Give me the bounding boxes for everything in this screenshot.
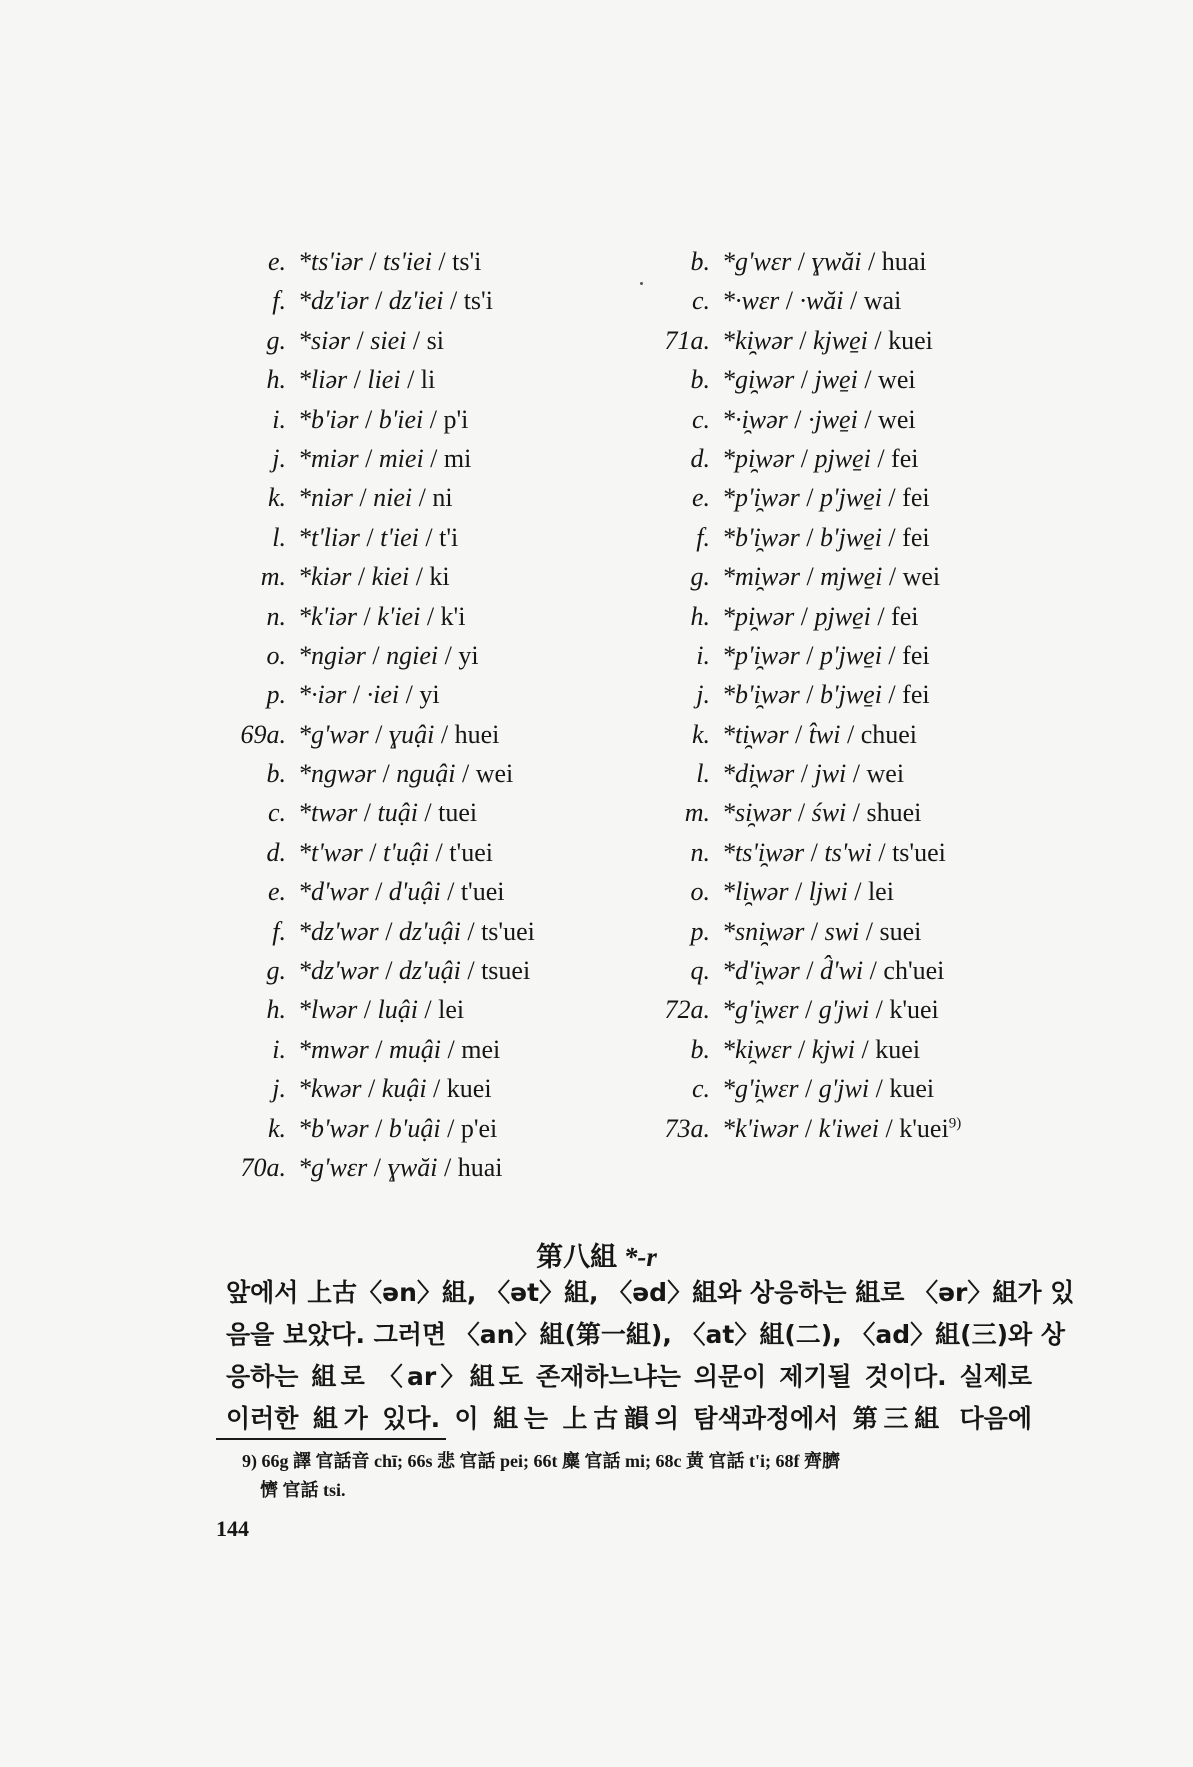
archaic-reading: *g'wɛr <box>298 1152 368 1182</box>
ancient-reading: g'jwi <box>818 1074 870 1104</box>
entry-label: j. <box>272 1074 286 1104</box>
mandarin-reading: tsuei <box>481 956 531 986</box>
entry-readings: *sni̯wər / swi / suei <box>722 916 922 946</box>
entry-row <box>226 754 596 793</box>
mandarin-reading: fei <box>902 522 930 552</box>
entry-row <box>226 1109 596 1148</box>
entry-label: f. <box>696 522 710 552</box>
archaic-reading: *mi̯wər <box>722 562 800 592</box>
mandarin-reading: ts'i <box>452 247 482 276</box>
entry-readings: *miər / miei / mi <box>298 443 472 473</box>
right-entry-column <box>650 242 1050 1148</box>
mandarin-reading: ch'uei <box>883 956 945 986</box>
archaic-reading: *kiər <box>298 562 352 592</box>
ancient-reading: t'iei <box>380 522 419 552</box>
archaic-reading: *b'i̯wər <box>722 522 800 552</box>
entry-readings: *li̯wər / ljwi / lei <box>722 877 894 907</box>
archaic-reading: *d'i̯wər <box>722 956 800 986</box>
entry-label: m. <box>684 798 710 828</box>
mandarin-reading: t'uei <box>449 837 493 867</box>
archaic-reading: *ts'iər <box>298 247 363 276</box>
entry-label: c. <box>267 798 286 828</box>
archaic-reading: *mwər <box>298 1034 369 1064</box>
entry-row <box>650 833 1050 872</box>
entry-row <box>650 636 1050 675</box>
entry-readings: *g'i̯wɛr / g'jwi / kuei <box>722 1074 935 1104</box>
archaic-reading: *b'wər <box>298 1113 369 1143</box>
ancient-reading: swi <box>824 916 860 946</box>
entry-readings: *g'wər / ɣuậi / huei <box>298 719 500 749</box>
archaic-reading: *t'wər <box>298 837 363 867</box>
archaic-reading: *b'iər <box>298 404 359 434</box>
archaic-reading: *·iər <box>298 680 347 710</box>
entry-readings: *pi̯wər / pjwe̱i / fei <box>722 601 919 631</box>
entry-row <box>226 912 596 951</box>
entry-readings: *k'iər / k'iei / k'i <box>298 601 466 631</box>
entry-row <box>650 793 1050 832</box>
archaic-reading: *ngiər <box>298 640 366 670</box>
archaic-reading: *t'liər <box>298 522 360 552</box>
mandarin-reading: yi <box>419 680 440 710</box>
archaic-reading: *dz'wər <box>298 956 379 986</box>
entry-label: e. <box>267 877 286 907</box>
mandarin-reading: chuei <box>860 719 918 749</box>
mandarin-reading: ts'uei <box>481 916 535 946</box>
entry-readings: *t'liər / t'iei / t'i <box>298 522 459 552</box>
archaic-reading: *·i̯wər <box>722 404 788 434</box>
entry-row <box>650 400 1050 439</box>
entry-readings: *kiər / kiei / ki <box>298 562 450 592</box>
archaic-reading: *di̯wər <box>722 759 795 789</box>
archaic-reading: *k'iər <box>298 601 357 631</box>
archaic-reading: *p'i̯wər <box>722 483 800 513</box>
mandarin-reading: fei <box>891 443 919 473</box>
entry-readings: *ts'iər / ts'iei / ts'i <box>298 247 482 276</box>
mandarin-reading: yi <box>458 640 479 670</box>
entry-row <box>650 242 1050 281</box>
entry-row <box>650 872 1050 911</box>
archaic-reading: *g'i̯wɛr <box>722 995 799 1025</box>
mandarin-reading: huei <box>454 719 500 749</box>
entry-row <box>226 478 596 517</box>
entry-label: 69a. <box>240 719 286 749</box>
entry-row <box>650 754 1050 793</box>
entry-readings: *dz'wər / dz'uậi / ts'uei <box>298 916 535 946</box>
ancient-reading: mjwe̱i <box>820 562 883 592</box>
archaic-reading: *si̯wər <box>722 798 792 828</box>
entry-readings: *twər / tuậi / tuei <box>298 798 478 828</box>
entry-readings: *b'wər / b'uậi / p'ei <box>298 1113 498 1143</box>
mandarin-reading: kuei <box>889 1074 935 1104</box>
ancient-reading: b'uậi <box>388 1113 441 1143</box>
ancient-reading: g'jwi <box>818 995 870 1025</box>
ancient-reading: p'jwe̱i <box>820 483 882 513</box>
body-line: 앞에서 上古〈ən〉組, 〈ət〉組, 〈əd〉組와 상응하는 組로 〈ər〉組가 있 <box>226 1278 1075 1307</box>
ancient-reading: ɣuậi <box>388 719 435 749</box>
entry-readings: *ki̯wər / kjwe̱i / kuei <box>722 325 933 355</box>
entry-row <box>650 990 1050 1029</box>
entry-readings: *b'i̯wər / b'jwe̱i / fei <box>722 680 930 710</box>
entry-row <box>226 1148 596 1187</box>
mandarin-reading: fei <box>902 640 930 670</box>
entry-readings: *ts'i̯wər / ts'wi / ts'uei <box>722 837 946 867</box>
mandarin-reading: t'uei <box>460 877 505 907</box>
ancient-reading: t̂wi <box>808 719 841 749</box>
archaic-reading: *g'i̯wɛr <box>722 1074 799 1104</box>
ancient-reading: kjwi <box>811 1034 856 1064</box>
entry-label: b. <box>266 759 286 789</box>
entry-row <box>650 715 1050 754</box>
archaic-reading: *ngwər <box>298 759 376 789</box>
ancient-reading: b'jwe̱i <box>820 680 882 710</box>
ancient-reading: jwi <box>814 759 847 789</box>
entry-row <box>226 715 596 754</box>
mandarin-reading: wei <box>475 759 514 789</box>
entry-label: i. <box>696 640 710 670</box>
archaic-reading: *dz'wər <box>298 916 379 946</box>
archaic-reading: *·wɛr <box>722 286 780 316</box>
entry-label: h. <box>266 995 286 1025</box>
entry-label: b. <box>690 1034 710 1064</box>
archaic-reading: *d'wər <box>298 877 369 907</box>
entry-label: o. <box>690 877 710 907</box>
archaic-reading: *b'i̯wər <box>722 680 800 710</box>
entry-label: e. <box>691 483 710 513</box>
mandarin-reading: lei <box>438 995 465 1025</box>
ancient-reading: dz'uậi <box>398 956 461 986</box>
ancient-reading: ts'wi <box>824 837 872 867</box>
archaic-reading: *pi̯wər <box>722 601 795 631</box>
ancient-reading: k'iei <box>377 601 421 631</box>
entry-label: b. <box>690 365 710 395</box>
ancient-reading: ·wăi <box>799 286 844 316</box>
mandarin-reading: lei <box>867 877 894 907</box>
mandarin-reading: si <box>426 325 444 355</box>
entry-label: g. <box>266 325 286 355</box>
mandarin-reading: mi <box>443 443 472 473</box>
entry-readings: *ngwər / nguậi / wei <box>298 759 514 789</box>
print-speck <box>640 282 643 285</box>
ancient-reading: kuậi <box>381 1074 427 1104</box>
footnote-line: 懠 官話 tsi. <box>260 1480 346 1500</box>
ancient-reading: ɣwăi <box>387 1152 438 1182</box>
archaic-reading: *k'iwər <box>722 1113 799 1143</box>
entry-row <box>226 242 596 281</box>
ancient-reading: ngiei <box>386 640 439 670</box>
section-title-latin: *-r <box>623 1242 657 1272</box>
entry-readings: *ti̯wər / t̂wi / chuei <box>722 719 918 749</box>
ancient-reading: siei <box>370 325 407 355</box>
entry-label: c. <box>691 1074 710 1104</box>
archaic-reading: *sni̯wər <box>722 916 805 946</box>
entry-readings: *dz'wər / dz'uậi / tsuei <box>298 956 531 986</box>
entry-label: h. <box>266 365 286 395</box>
ancient-reading: ·iei <box>366 680 400 710</box>
mandarin-reading: huai <box>881 247 927 276</box>
section-heading <box>0 1235 1193 1274</box>
entry-label: d. <box>690 443 710 473</box>
ancient-reading: p'jwe̱i <box>820 640 882 670</box>
entry-row <box>226 597 596 636</box>
entry-readings: *kwər / kuậi / kuei <box>298 1074 492 1104</box>
entry-label: n. <box>690 837 710 867</box>
archaic-reading: *niər <box>298 483 353 513</box>
entry-label: n. <box>266 601 286 631</box>
entry-label: l. <box>272 522 286 552</box>
archaic-reading: *siər <box>298 325 350 355</box>
ancient-reading: d̂'wi <box>820 956 864 986</box>
mandarin-reading: mei <box>461 1034 501 1064</box>
entry-label: d. <box>266 837 286 867</box>
mandarin-reading: ts'i <box>463 286 493 316</box>
entry-readings: *liər / liei / li <box>298 365 436 395</box>
entry-readings: *·i̯wər / ·jwe̱i / wei <box>722 404 916 434</box>
mandarin-reading: kuei <box>875 1034 921 1064</box>
entry-readings: *k'iwər / k'iwei / k'uei$^{9)}$ <box>722 1113 962 1143</box>
entry-readings: *mi̯wər / mjwe̱i / wei <box>722 562 941 592</box>
mandarin-reading: wei <box>902 562 941 592</box>
ancient-reading: ·jwe̱i <box>807 404 858 434</box>
entry-label: k. <box>691 719 710 749</box>
body-line: 이러한 組가 있다. 이 組는 上古韻의 탐색과정에서 第三組 다음에 <box>226 1404 1032 1433</box>
entry-row <box>650 1030 1050 1069</box>
mandarin-reading: wei <box>878 365 916 395</box>
entry-label: 73a. <box>664 1113 710 1143</box>
archaic-reading: *g'wər <box>298 719 369 749</box>
entry-readings: *g'wɛr / ɣwăi / huai <box>298 1152 503 1182</box>
footnote-divider <box>216 1438 446 1440</box>
entry-row <box>226 793 596 832</box>
footnote-line: 9) 66g 譯 官話音 chī; 66s 悲 官話 pei; 66t 麋 官話 mi; 68c 黄 官話 t'i; 68f 齊臍 <box>242 1451 840 1471</box>
ancient-reading: miei <box>378 443 424 473</box>
ancient-reading: nguậi <box>396 759 456 789</box>
entry-row <box>226 439 596 478</box>
archaic-reading: *twər <box>298 798 358 828</box>
mandarin-reading: ni <box>432 483 453 513</box>
entry-readings: *si̯wər / świ / shuei <box>722 798 922 828</box>
ancient-reading: muậi <box>389 1034 442 1064</box>
footnote-marker: 9) <box>948 1114 962 1131</box>
entry-readings: *mwər / muậi / mei <box>298 1034 501 1064</box>
archaic-reading: *li̯wər <box>722 877 789 907</box>
mandarin-reading: wei <box>866 759 905 789</box>
mandarin-reading: kuei <box>446 1074 492 1104</box>
section-title-cjk: 第八組 <box>536 1242 618 1272</box>
mandarin-reading: fei <box>891 601 919 631</box>
entry-label: h. <box>690 601 710 631</box>
mandarin-reading: fei <box>902 483 930 513</box>
archaic-reading: *ts'i̯wər <box>722 837 805 867</box>
entry-row <box>226 675 596 714</box>
entry-row <box>226 872 596 911</box>
ancient-reading: ts'iei <box>383 247 432 276</box>
entry-readings: *di̯wər / jwi / wei <box>722 759 905 789</box>
entry-readings: *p'i̯wər / p'jwe̱i / fei <box>722 483 930 513</box>
mandarin-reading: wei <box>878 404 916 434</box>
archaic-reading: *ki̯wər <box>722 325 793 355</box>
entry-readings: *dz'iər / dz'iei / ts'i <box>298 286 493 316</box>
entry-label: m. <box>260 562 286 592</box>
archaic-reading: *liər <box>298 365 348 395</box>
entry-label: k. <box>267 483 286 513</box>
entry-label: j. <box>272 443 286 473</box>
mandarin-reading: fei <box>902 680 930 710</box>
entry-label: i. <box>272 404 286 434</box>
mandarin-reading: shuei <box>866 798 922 828</box>
entry-row <box>226 281 596 320</box>
entry-row <box>650 1109 1050 1148</box>
entry-readings: *d'i̯wər / d̂'wi / ch'uei <box>722 956 945 986</box>
entry-label: 72a. <box>664 995 710 1025</box>
entry-row <box>650 597 1050 636</box>
entry-row <box>650 281 1050 320</box>
entry-row <box>226 636 596 675</box>
entry-readings: *d'wər / d'uậi / t'uei <box>298 877 505 907</box>
ancient-reading: kiei <box>371 562 410 592</box>
entry-readings: *ki̯wɛr / kjwi / kuei <box>722 1034 921 1064</box>
entry-label: c. <box>691 404 710 434</box>
entry-row <box>650 951 1050 990</box>
entry-label: q. <box>690 956 710 986</box>
entry-readings: *ngiər / ngiei / yi <box>298 640 479 670</box>
entry-row <box>226 557 596 596</box>
mandarin-reading: k'uei <box>889 995 939 1025</box>
archaic-reading: *p'i̯wər <box>722 640 800 670</box>
entry-label: 71a. <box>664 325 710 355</box>
entry-readings: *·wɛr / ·wăi / wai <box>722 286 902 316</box>
entry-row <box>226 1069 596 1108</box>
mandarin-reading: ki <box>429 562 450 592</box>
ancient-reading: b'jwe̱i <box>820 522 882 552</box>
body-line: 응하는 組로 〈ar〉組도 존재하느냐는 의문이 제기될 것이다. 실제로 <box>226 1362 1032 1391</box>
entry-label: p. <box>690 916 710 946</box>
entry-label: g. <box>690 562 710 592</box>
ancient-reading: tuậi <box>377 798 418 828</box>
entry-row <box>226 360 596 399</box>
entry-row <box>650 439 1050 478</box>
entry-row <box>650 1069 1050 1108</box>
entry-row <box>650 321 1050 360</box>
archaic-reading: *pi̯wər <box>722 443 795 473</box>
ancient-reading: dz'uậi <box>398 916 461 946</box>
entry-label: o. <box>266 640 286 670</box>
ancient-reading: kjwe̱i <box>813 325 868 355</box>
entry-readings: *b'iər / b'iei / p'i <box>298 404 469 434</box>
ancient-reading: ɣwăi <box>811 247 862 276</box>
entry-readings: *lwər / luậi / lei <box>298 995 465 1025</box>
entry-label: c. <box>691 286 710 316</box>
mandarin-reading: suei <box>879 916 922 946</box>
entry-label: p. <box>266 680 286 710</box>
entry-label: b. <box>690 247 710 276</box>
entry-readings: *p'i̯wər / p'jwe̱i / fei <box>722 640 930 670</box>
entry-readings: *niər / niei / ni <box>298 483 453 513</box>
page-number: 144 <box>216 1516 249 1541</box>
ancient-reading: jwe̱i <box>814 365 858 395</box>
mandarin-reading: li <box>420 365 436 395</box>
entry-row <box>226 321 596 360</box>
archaic-reading: *dz'iər <box>298 286 369 316</box>
ancient-reading: k'iwei <box>818 1113 879 1143</box>
archaic-reading: *ki̯wɛr <box>722 1034 792 1064</box>
footnote <box>242 1447 1032 1505</box>
mandarin-reading: tuei <box>438 798 478 828</box>
entry-row <box>650 912 1050 951</box>
mandarin-reading: k'i <box>440 601 466 631</box>
entry-label: g. <box>266 956 286 986</box>
mandarin-reading: k'uei <box>899 1113 949 1143</box>
entry-label: j. <box>696 680 710 710</box>
archaic-reading: *lwər <box>298 995 358 1025</box>
entry-row <box>226 990 596 1029</box>
entry-label: e. <box>267 247 286 276</box>
left-entry-column <box>226 242 596 1187</box>
entry-row <box>650 478 1050 517</box>
ancient-reading: świ <box>811 798 847 828</box>
entry-label: 70a. <box>240 1152 286 1182</box>
entry-row <box>226 1030 596 1069</box>
entry-readings: *b'i̯wər / b'jwe̱i / fei <box>722 522 930 552</box>
mandarin-reading: p'ei <box>460 1113 498 1143</box>
ancient-reading: pjwe̱i <box>814 601 871 631</box>
entry-row <box>650 360 1050 399</box>
entry-label: i. <box>272 1034 286 1064</box>
entry-row <box>650 557 1050 596</box>
entry-label: l. <box>696 759 710 789</box>
entry-readings: *·iər / ·iei / yi <box>298 680 440 710</box>
entry-row <box>650 518 1050 557</box>
mandarin-reading: wai <box>863 286 902 316</box>
entry-readings: *g'wɛr / ɣwăi / huai <box>722 247 927 276</box>
ancient-reading: liei <box>367 365 401 395</box>
entry-readings: *pi̯wər / pjwe̱i / fei <box>722 443 919 473</box>
ancient-reading: luậi <box>377 995 418 1025</box>
ancient-reading: ljwi <box>808 877 848 907</box>
entry-row <box>226 833 596 872</box>
entry-label: k. <box>267 1113 286 1143</box>
archaic-reading: *gi̯wər <box>722 365 795 395</box>
mandarin-reading: ts'uei <box>892 837 946 867</box>
body-paragraph <box>226 1272 1075 1440</box>
entry-row <box>226 951 596 990</box>
entry-label: f. <box>272 286 286 316</box>
ancient-reading: d'uậi <box>388 877 441 907</box>
ancient-reading: pjwe̱i <box>814 443 871 473</box>
entry-row <box>226 518 596 557</box>
ancient-reading: t'uậi <box>383 837 430 867</box>
archaic-reading: *miər <box>298 443 359 473</box>
entry-row <box>226 400 596 439</box>
entry-row <box>650 675 1050 714</box>
archaic-reading: *ti̯wər <box>722 719 789 749</box>
entry-readings: *t'wər / t'uậi / t'uei <box>298 837 493 867</box>
archaic-reading: *kwər <box>298 1074 362 1104</box>
entry-readings: *siər / siei / si <box>298 325 444 355</box>
entry-readings: *gi̯wər / jwe̱i / wei <box>722 365 916 395</box>
body-line: 음을 보았다. 그러면 〈an〉組(第一組), 〈at〉組(二), 〈ad〉組(三)와 상 <box>226 1320 1066 1349</box>
entry-label: f. <box>272 916 286 946</box>
ancient-reading: dz'iei <box>388 286 444 316</box>
ancient-reading: b'iei <box>378 404 424 434</box>
mandarin-reading: kuei <box>888 325 933 355</box>
mandarin-reading: t'i <box>439 522 459 552</box>
ancient-reading: niei <box>373 483 413 513</box>
archaic-reading: *g'wɛr <box>722 247 792 276</box>
mandarin-reading: huai <box>457 1152 503 1182</box>
entry-readings: *g'i̯wɛr / g'jwi / k'uei <box>722 995 939 1025</box>
mandarin-reading: p'i <box>443 404 469 434</box>
